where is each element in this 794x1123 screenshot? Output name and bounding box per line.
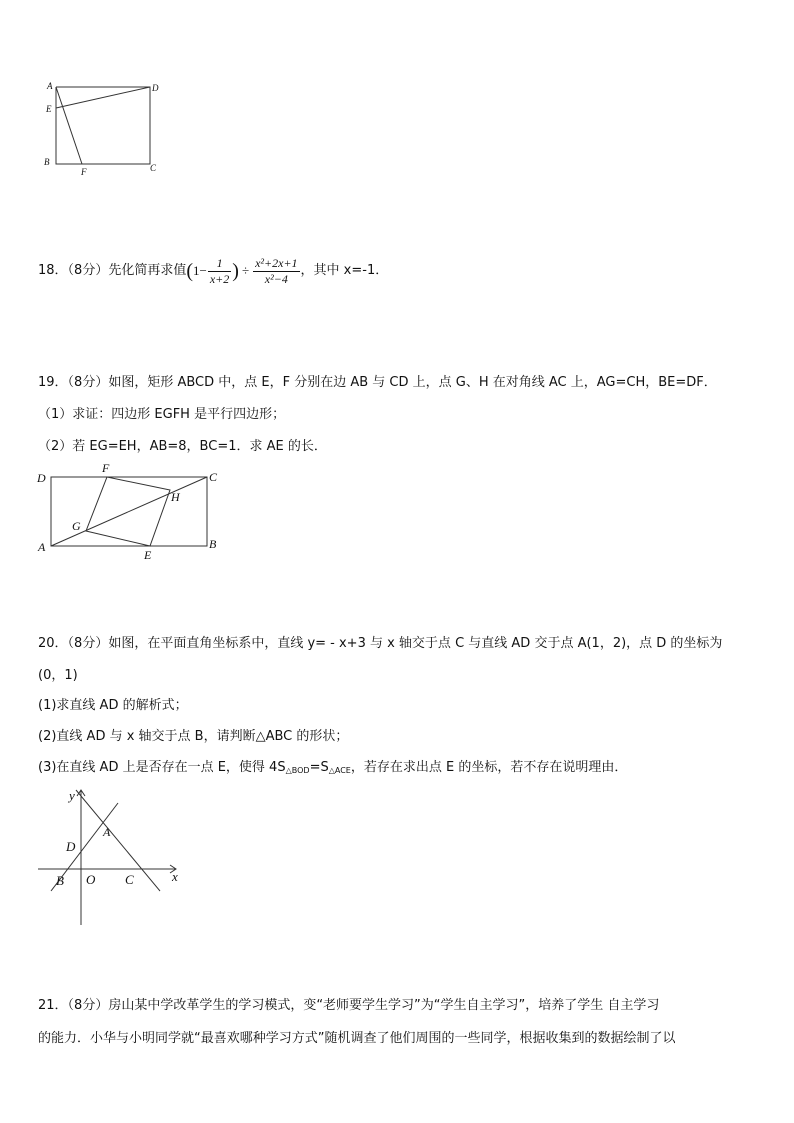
label-b: B: [209, 537, 217, 551]
q18-tail: ，其中 x=-1．: [300, 263, 389, 278]
question-18: 18．（8分）先化简再求值(1− $\frac{1}{x+2}$ ) ÷ $\frac{\text{x²+2x+1}}{\text{x²−4}}$ ，其中 x=-1．: [38, 255, 389, 286]
label-a: A: [38, 540, 46, 554]
label-d: D: [37, 471, 46, 485]
coordinate-figure: [34, 780, 194, 930]
label-c: C: [209, 470, 218, 484]
label-g: G: [72, 519, 81, 533]
diagonal-ac: [51, 477, 207, 546]
label-y: y: [69, 788, 75, 803]
q21-line-1: 21．（8分）房山某中学改革学生的学习模式，变“老师要学生学习”为“学生自主学习”，培养了学生 自主学习: [38, 998, 660, 1013]
segment-af: [56, 87, 82, 164]
label-b: B: [44, 157, 50, 167]
q18-one: 1: [193, 263, 200, 278]
rectangle-figure: [36, 460, 226, 564]
square-outline: [56, 87, 150, 164]
label-h: H: [171, 490, 180, 504]
q18-f2-numerator: x²+2x+1: [255, 255, 298, 270]
label-c: C: [125, 872, 134, 887]
q18-minus: −: [199, 263, 207, 278]
label-e: E: [144, 548, 152, 562]
q19-line-2: （1）求证：四边形 EGFH 是平行四边形；: [38, 407, 286, 422]
label-e: E: [46, 104, 52, 114]
q20-line-5-part-a: (3)在直线 AD 上是否存在一点 E，使得 4S: [38, 760, 286, 775]
q20-line-5: [38, 759, 627, 780]
q19-line-3: （2）若 EG=EH，AB=8，BC=1．求 AE 的长．: [38, 439, 327, 454]
q21-line-2: 的能力．小华与小明同学就“最喜欢哪种学习方式”随机调查了他们周围的一些同学，根据收集到的数据绘制了以: [38, 1031, 676, 1046]
q18-fraction-1: [208, 256, 231, 287]
label-d: D: [66, 839, 76, 854]
label-b: B: [56, 873, 64, 888]
q18-divide: ÷: [241, 263, 250, 278]
label-a: A: [103, 825, 111, 839]
segment-ed: [56, 87, 150, 108]
q18-f1-denominator: x+2: [209, 271, 230, 286]
square-figure: [38, 78, 168, 178]
label-f: F: [81, 167, 87, 177]
q20-line-5-part-b: =S: [309, 760, 329, 775]
q18-f2-denominator: x²−4: [264, 271, 288, 286]
label-c: C: [150, 163, 157, 173]
label-o: O: [86, 872, 96, 887]
q20-line-1: 20．（8分）如图，在平面直角坐标系中，直线 y= - x+3 与 x 轴交于点 C 与直线 AD 交于点 A(1，2)，点 D 的坐标为: [38, 636, 723, 651]
q20-line-5-part-c: ，若存在求出点 E 的坐标，若不存在说明理由．: [350, 760, 628, 775]
q20-line-3: (1)求直线 AD 的解析式；: [38, 698, 188, 713]
q19-line-1: 19．（8分）如图，矩形 ABCD 中，点 E，F 分别在边 AB 与 CD 上，点 G、H 在对角线 AC 上，AG=CH，BE=DF．: [38, 375, 717, 390]
q20-subscript-bod: △BOD: [285, 766, 310, 775]
label-a: A: [47, 81, 53, 91]
q20-line-4: (2)直线 AD 与 x 轴交于点 B，请判断△ABC 的形状；: [38, 729, 349, 744]
q18-f1-numerator: 1: [208, 256, 231, 272]
q20-subscript-ace: △ACE: [328, 766, 351, 775]
q18-head: 18．（8分）先化简再求值: [38, 263, 187, 278]
label-f: F: [102, 461, 110, 475]
label-x: x: [172, 869, 178, 884]
label-d: D: [152, 83, 159, 93]
q20-line-2: (0，1): [38, 668, 78, 683]
q18-fraction-2: [253, 256, 299, 287]
